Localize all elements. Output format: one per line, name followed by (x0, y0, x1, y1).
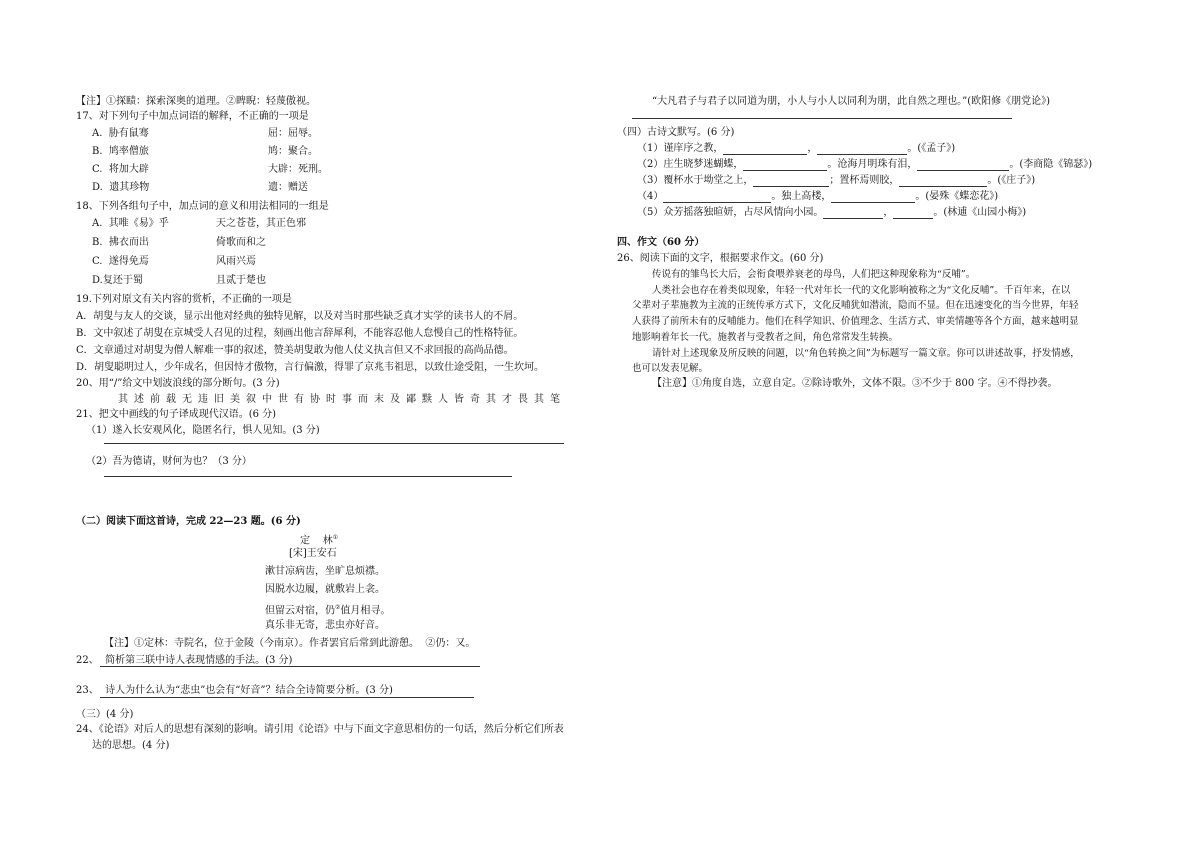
section-3-heading: （三）(4 分) (76, 709, 134, 720)
recite-item-3: （3）覆杯水于坳堂之上， ；置杯焉则胶， 。(《庄子》) (637, 175, 1036, 186)
answer-line (104, 443, 564, 444)
q17-opt-a: A. 胁有鼠骞 (92, 128, 149, 139)
q23: 23、 诗人为什么认为“悲虫”也会有“好音”？结合全诗简要分析。(3 分) (76, 685, 393, 696)
q18-opt-b: B. 拂衣而出 (92, 237, 149, 248)
q17-stem: 17、对下列句子中加点词语的解释，不正确的一项是 (76, 111, 309, 122)
recite-item-1: （1）谨庠序之教， ， 。(《孟子》) (637, 143, 956, 154)
q18-opt-d: D.复还于蜀 (92, 275, 143, 286)
q18-opt-b-pair: 倚歌而和之 (216, 237, 266, 248)
q21-stem: 21、把文中画线的句子译成现代汉语。(6 分) (76, 409, 277, 420)
q19-opt-d: D．胡叟聪明过人，少年成名，但因恃才傲物，言行偏激，得罪了京兆韦祖思，以致仕途受阻，一生坎坷。 (76, 362, 545, 373)
q17-opt-d: D. 遗其珍物 (92, 182, 150, 193)
q26-stem: 26、阅读下面的文字，根据要求作文。(60 分) (617, 253, 824, 264)
q19-opt-b: B．文中叙述了胡叟在京城受人召见的过程，刻画出他言辞犀利，不能容忍他人怠慢自己的性格特征。 (76, 328, 524, 339)
q17-opt-b: B. 鸠率僧旅 (92, 146, 149, 157)
answer-line (632, 118, 1012, 119)
q20-stem: 20、用“/”给文中划波浪线的部分断句。(3 分) (76, 378, 280, 389)
answer-line (100, 697, 474, 698)
poem-line: 因脱水边履，就敷岩上衾。 (265, 584, 385, 595)
section-4-heading: （四）古诗文默写。(6 分) (617, 127, 735, 138)
poem-author: [宋]王安石 (289, 548, 337, 559)
q17-opt-d-exp: 遗：赠送 (268, 182, 308, 193)
q18-opt-a: A. 其唯《易》乎 (92, 218, 169, 229)
q21-sub1: （1）遂入长安观风化，隐匿名行，惧人见知。(3 分) (86, 425, 320, 436)
poem-line: 真乐非无寄，悲虫亦好音。 (265, 620, 385, 631)
note-top: 【注】①探赜：探索深奥的道理。②睥睨：轻蔑傲视。 (76, 96, 316, 107)
poem-title: 定 林① (300, 534, 339, 547)
answer-line (104, 476, 512, 477)
q20-text: 其述前载无违旧美叙中世有协时事而末及鄙黩人皆奇其才畏其笔 (118, 394, 566, 405)
essay-text: 请针对上述现象及所反映的问题，以“角色转换之间”为标题写一篇文章。你可以讲述故事，抒发情感， (652, 348, 1080, 359)
q17-opt-b-exp: 鸠：聚合。 (268, 146, 318, 157)
q18-opt-d-pair: 且贰于楚也 (216, 275, 266, 286)
quote-text: “大凡君子与君子以同道为朋，小人与小人以同利为朋，此自然之理也。”(欧阳修《朋党论》) (652, 96, 1051, 107)
essay-text: 传说有的雏鸟长大后，会衔食喂养衰老的母鸟，人们把这种现象称为“反哺”。 (652, 269, 976, 280)
poem-line: 但留云对宿，仍②值月相寻。 (265, 604, 391, 617)
recite-item-5: （5）众芳摇落独暄妍，占尽风情向小园。 ， 。(林逋《山园小梅》) (637, 207, 1027, 218)
q17-opt-a-exp: 屈：屈辱。 (268, 128, 318, 139)
q18-stem: 18、下列各组句子中，加点词的意义和用法相同的一组是 (76, 201, 329, 212)
essay-text: 地影响着年长一代。施教者与受教者之间，角色常常发生转换。 (632, 332, 899, 343)
essay-text: 也可以发表见解。 (632, 363, 709, 374)
poem-line: 漱甘凉病齿，坐旷息烦襟。 (265, 566, 385, 577)
essay-text: 人获得了前所未有的反哺能力。他们在科学知识、价值理念、生活方式、审美情趣等各个方面，越来越明显 (632, 316, 1079, 327)
q19-stem: 19.下列对原文有关内容的赏析，不正确的一项是 (76, 294, 292, 305)
q19-opt-c: C．文章通过对胡叟为僧人解难一事的叙述，赞美胡叟敢为他人仗义执言但又不求回报的高尚品德。 (76, 345, 514, 356)
q24-line1: 24、《论语》对后人的思想有深刻的影响。请引用《论语》中与下面文字意思相仿的一句话，然后分析它们所表 (76, 724, 564, 735)
recite-item-2: （2）庄生晓梦迷蝴蝶， 。沧海月明珠有泪， 。(李商隐《锦瑟》) (637, 159, 1093, 170)
poem-note: 【注】①定林：寺院名，位于金陵（今南京）。作者罢官后常到此游憩。 ②仍：又。 (104, 638, 476, 649)
q17-opt-c-exp: 大辟：死刑。 (268, 164, 328, 175)
q18-opt-a-pair: 天之苍苍，其正色邪 (216, 218, 306, 229)
essay-section-heading: 四、作文（60 分） (617, 237, 705, 248)
q19-opt-a: A．胡叟与友人的交谈，显示出他对经典的独特见解，以及对当时那些缺乏真才实学的读书人的不屑。 (76, 311, 524, 322)
section-2-heading: （二）阅读下面这首诗，完成 22—23 题。(6 分) (76, 516, 301, 527)
q21-sub2: （2）吾为德请，财何为也？（3 分） (86, 456, 252, 467)
q18-opt-c-pair: 风雨兴焉 (216, 256, 256, 267)
q22: 22、 简析第三联中诗人表现情感的手法。(3 分) (76, 655, 293, 666)
q24-line2: 达的思想。(4 分) (92, 740, 170, 751)
q18-opt-c: C. 遂得免焉 (92, 256, 149, 267)
essay-requirements: 【注意】①角度自选，立意自定。②除诗歌外，文体不限。③不少于 800 字。④不得抄袭。 (652, 378, 1058, 389)
essay-text: 父辈对子辈施教为主流的正统传承方式下，文化反哺犹如潜流，隐而不显。但在迅速变化的当今世界，年轻 (632, 300, 1079, 311)
recite-item-4: （4） 。独上高楼， 。(晏殊《蝶恋花》) (637, 191, 999, 202)
q17-opt-c: C. 将加大辟 (92, 164, 149, 175)
answer-line (100, 666, 480, 667)
essay-text: 人类社会也存在着类似现象，年轻一代对年长一代的文化影响被称之为“文化反哺”。千百年来，在以 (652, 285, 1071, 296)
